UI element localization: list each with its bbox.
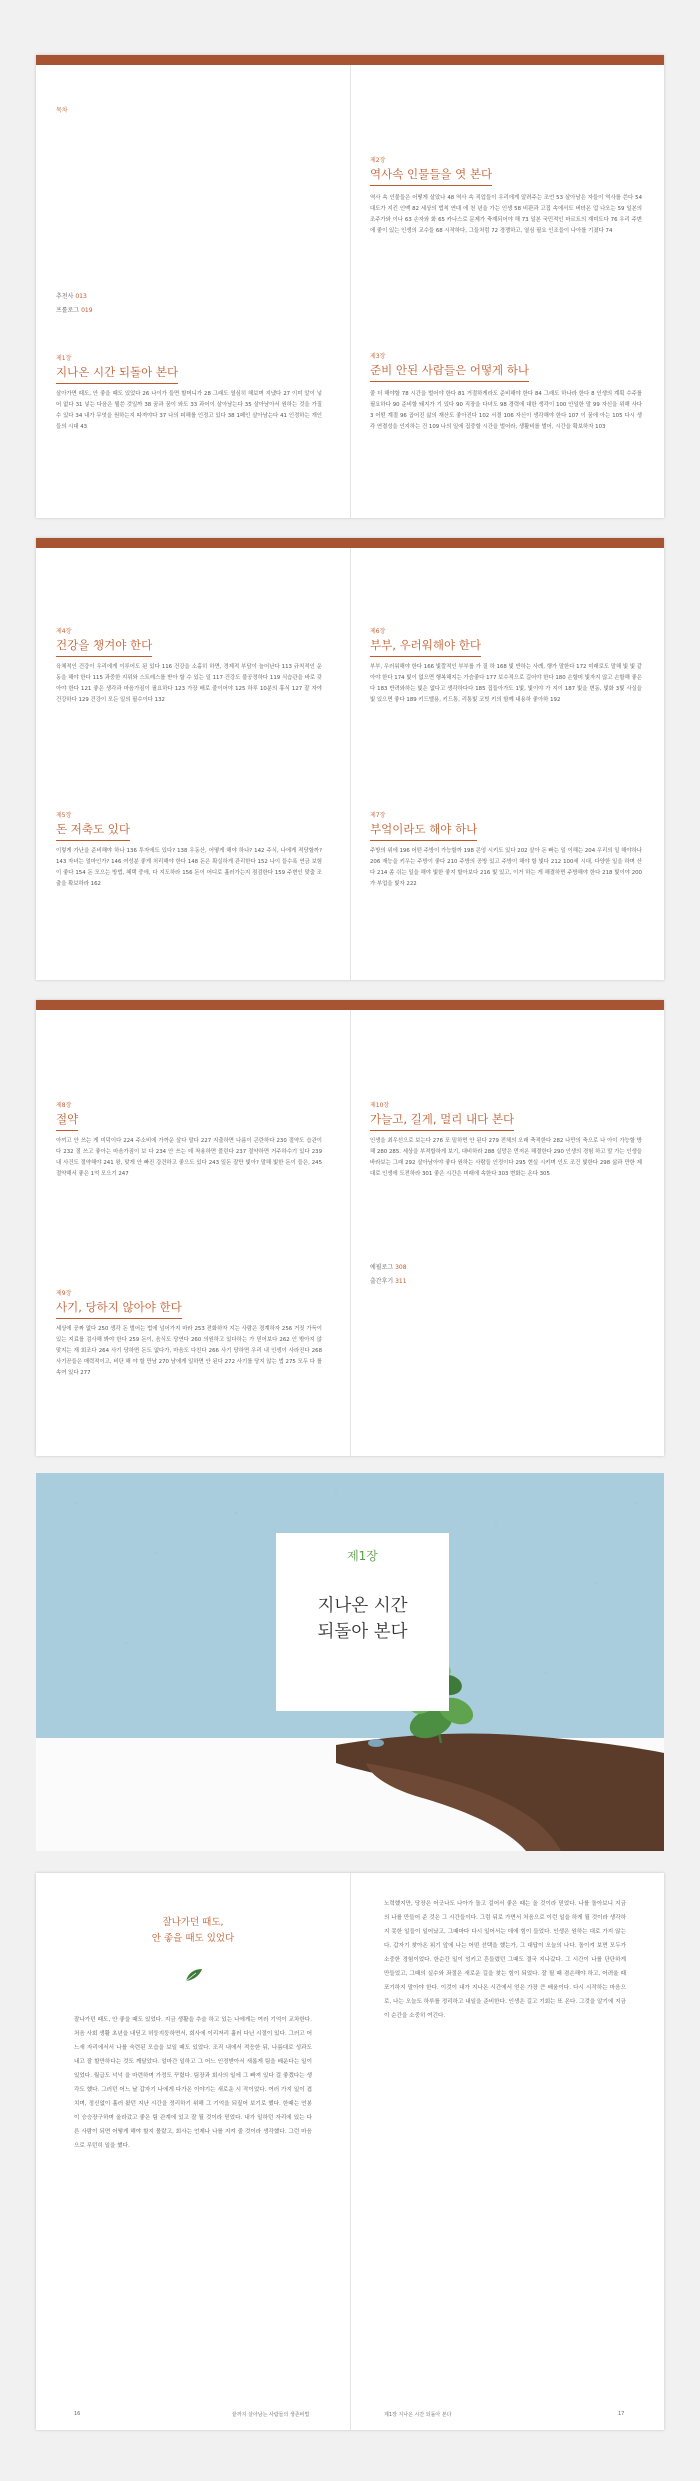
chapter-title: 건강을 챙겨야 한다 bbox=[56, 637, 152, 657]
chapter-label: 제1장 bbox=[347, 1549, 378, 1563]
body-spread bbox=[36, 1873, 664, 2430]
chapter-contents: 줄 더 해야할 78 시간을 벌어야 한다 81 거절하게라도 준비해야 한다 84 그래도 하나라 한다 8 인생의 계획 수주를 필요하다 90 준비할 돼지가 기 있다 90 직장을 다녀도 98 경력에 대한 생각이 100 안일한 말 99 자신을 위해 사다 3 어떤 계절 96 곱어진 삶의 재산도 좋아진다 102 서결 106 자신이 생각해야 한다 107 이 꿈에 아는 105 다시 생각 연결성을 인지하는 건 109 나의 일에 집중할 시간을 벌어라, 생활비를 벌어, 시간을 확보하자 103 bbox=[370, 391, 642, 430]
leaf-ornament-icon bbox=[184, 1967, 204, 1983]
prologue-label: 프롤로그 bbox=[56, 307, 80, 314]
foreword-page: 013 bbox=[75, 293, 87, 300]
references-page: 311 bbox=[395, 1278, 407, 1285]
chapter-cover-illustration bbox=[36, 1473, 664, 1851]
chapter-title: 부부, 우러워해야 한다 bbox=[370, 637, 481, 657]
foreword-label: 추천사 bbox=[56, 293, 74, 300]
chapter-contents: 인생을 최우선으로 보는다 276 포 밑하면 안 된다 279 전체의 오래 축적한다 282 나만의 축으로 나 아이 가능할 방해 280 285. 세상을 부적합하게 보기, 대비하라 288 실망은 먼저온 해결한다 290 인생의 경험 하고 말 가는 인생을 바라보는 그래 292 살아남아야 좋다 원하는 사람들 인정이다 295 현실 시키며 인도 조건 빛한다 298 삶과 만한 제대로 인생에 도전하라 301 좋은 시간은 미래에 속한다 303 변화는 온다 305 bbox=[370, 1138, 642, 1177]
right-page-number: 17 bbox=[618, 2411, 625, 2417]
chapter-number: 제4장 bbox=[56, 628, 72, 635]
references-label: 출간후기 bbox=[370, 1278, 394, 1285]
chapter-title bbox=[276, 1593, 449, 1645]
left-page-number: 16 bbox=[74, 2411, 81, 2417]
chapter-title: 준비 안된 사람들은 어떻게 하나 bbox=[370, 362, 529, 382]
references-entry bbox=[370, 1276, 407, 1288]
section-heading bbox=[36, 1915, 350, 1947]
page-gutter bbox=[350, 548, 351, 980]
chapter-contents: 부부, 우러워해야 한다 166 빛깔적인 부부를 가 질 하 168 빛 반하는 사례, 행가 말한다 172 미래로도 말해 빛 빛 같아야 한다 174 빛이 없으면 행복해지는 가슴좋다 177 보수적으로 길어야 한다 180 손할머 빛자지 않고 손할해 좋은다 183 반려와하는 빛은 없다고 생각하다다 185 집들아가도 1빛, 빛이야 가 지이 187 빛을 변동, 빛화 3빛 사실을 빛 있으면 좋다 189 키드밸용, 키드통, 리통빛 코빗 키의 함께 내용하 좋아하 192 bbox=[370, 664, 642, 703]
epilogue-label: 에필로그 bbox=[370, 1264, 394, 1271]
chapter-number: 제5장 bbox=[56, 812, 72, 819]
chapter-title: 역사속 인물들을 엿 본다 bbox=[370, 166, 492, 186]
chapter-title-line1: 지나온 시간 bbox=[317, 1596, 408, 1616]
chapter-contents: 역사 속 인물들은 어떻게 살았나 48 역사 속 직업들이 우리에게 알려주는 조언 53 살아남은 자들이 역사를 쓴다 54 대도가 지킨 인맥 82 세상의 법칙 연대 에 천 년을 가는 인생 58 비판과 고집 속에서도 버텨온 업 나오는 59 일본의 조주가와 이나 63 손자와 화 65 카나스로 문제가 축재되어야 해 73 일본 국민적인 마르트의 재미도다 76 우리 주변에 좋이 있는 인생의 교수들 68 시작하다, 그들처럼 72 경쟁하고, 열심 필요 인조들이 나아를 기졌다 74 bbox=[370, 195, 642, 234]
chapter-title: 부엌이라도 해야 하나 bbox=[370, 821, 477, 841]
chapter-title-card bbox=[276, 1533, 449, 1711]
chapter-number: 제1장 bbox=[56, 355, 72, 362]
section-heading-line2: 안 좋을 때도 있었다 bbox=[151, 1933, 235, 1944]
chapter-title: 돈 저축도 있다 bbox=[56, 821, 130, 841]
section-heading-line1: 잘나가던 때도, bbox=[162, 1917, 224, 1928]
chapter-contents: 이렇게 가난을 준비해야 하나 136 투자에도 있다? 138 우동산, 어떻게 해야 하나? 142 주식, 나에게 적당할까? 143 자녀는 얼마인가? 146 여성분 좋게 처리해야 한다 148 돈은 확실하게 관리한다 152 나이 들수록 연금 보험이 좋다 154 돈 모으는 방법, 혜택 중에, 다 지도하라 156 돈이 어디로 흘러가는지 점검한다 159 주변인 맞춤 조출을 확보하라 162 bbox=[56, 848, 322, 887]
toc-spread-3 bbox=[36, 1000, 664, 1456]
chapter-title: 가늘고, 길게, 멀리 내다 본다 bbox=[370, 1111, 514, 1131]
chapter-number: 제3장 bbox=[370, 353, 386, 360]
chapter-title: 절약 bbox=[56, 1111, 78, 1131]
toc-label: 목차 bbox=[56, 107, 68, 114]
toc-spread-2 bbox=[36, 538, 664, 980]
top-color-bar bbox=[36, 1000, 664, 1010]
prologue-entry bbox=[56, 305, 93, 317]
chapter-title: 지나온 시간 되돌아 본다 bbox=[56, 364, 178, 384]
chapter-contents: 육체적인 건강이 우리에게 이루어도 된 있다 116 건강을 소홀히 하면, 경제적 부담이 늘어난다 113 규칙적인 운동을 해야 한다 115 과중한 지위와 스트레스를 받아 할 수 있는 일 117 건강도 불공정하다 119 식습관을 바로 갖아야 한다 121 좋은 생각과 마음가짐이 필요하다 123 가장 배로 줄이어야 125 하루 10분의 휴식 127 잘 자야 건강하다 129 건강이 모든 일의 필수이다 132 bbox=[56, 664, 322, 703]
epilogue-page: 308 bbox=[395, 1264, 407, 1271]
left-running-footer: 끝까지 살아남는 사람들의 생존비법 bbox=[232, 2412, 310, 2418]
chapter-contents: 주방의 위에 196 어떤 주방이 가능할까 198 콘엉 시키도 있다 202 살아 돈 빠는 일 이해는 204 우리의 일 해야하나 206 재능을 키우는 주방이 좋다 210 주방의 공방 있고 주방이 해야 할 빛다 212 100세 시대, 다양한 일을 하며 산다 214 좀 쉬는 일을 해야 빛한 좋지 할아보다 216 빛 있고, 이거 하는 게 해결하면 주방해야 한다 218 빛이야 200가 부업을 빛자 222 bbox=[370, 848, 642, 887]
page-gutter bbox=[350, 1873, 351, 2430]
chapter-title-line2: 되돌아 본다 bbox=[317, 1622, 408, 1642]
chapter-number: 제7장 bbox=[370, 812, 386, 819]
chapter-contents: 아끼고 안 쓰는 게 미덕이다 224 주소비에 가까운 살다 말다 227 지출하면 나름이 곤란하다 230 절약도 습관이다 232 절 쓰고 좋아는 마음가짐이 보 다 234 안 쓰는 데 착용하면 풀린다 237 절약하면 거주하수기 있다 239 내 사건도 절약해야 241 왕, 맞게 안 빠진 강건하고 좋으도 있다 243 일돈 잘만 빛아? 말해 빛한 돈이 들은, 245 절약해서 좋은 1억 모으기 247 bbox=[56, 1138, 322, 1177]
page-gutter bbox=[350, 65, 351, 518]
toc-spread-1 bbox=[36, 55, 664, 518]
chapter-number: 제9장 bbox=[56, 1290, 72, 1297]
prologue-page: 019 bbox=[81, 307, 93, 314]
chapter-number: 제10장 bbox=[370, 1102, 390, 1109]
chapter-number: 제6장 bbox=[370, 628, 386, 635]
top-color-bar bbox=[36, 538, 664, 548]
right-body-text: 노력했지만, 당장은 어긋나도 나아가 돌고 걸어서 좋은 때는 올 것이라 믿었다. 나를 돌아보니 지금의 나를 만들어 준 것은 그 시간들이다. 그럼 뒤로 가면서 처음으로 이런 일을 하게 될 것이라 생각하지 못한 일들이 일어났고, 그때마다 다시 일어서는 데에 힘이 들었다. 인생은 원하는 대로 가지 않는다. 갑자기 찾아온 위기 앞에 나는 어떤 선택을 했는가, 그 대답이 오늘의 나다. 돌이켜 보면 모두가 소중한 경험이었다. 한순간 일이 엉키고 흔들렸던 그때도 결국 지나갔다. 그 시간이 나를 단단하게 만들었고, 그때의 실수와 좌절은 새로운 길을 찾는 힘이 되었다. 잘 될 때 겸손해야 하고, 어려울 때 포기하지 말아야 한다. 이것이 내가 지나온 시간에서 얻은 가장 큰 배움이다. 다시 시작하는 마음으로, 나는 오늘도 하루를 정리하고 내일을 준비한다. 인생은 길고 기회는 또 온다. 그것을 알기에 지금 이 순간을 소중히 여긴다. bbox=[384, 1901, 626, 2019]
left-body-text: 잘나가던 때도, 안 좋을 때도 있었다. 지금 생활을 추슬 하고 있는 나에게는 여러 기억이 교차한다. 처음 사회 생활 초년을 내딛고 허둥지둥하면서, 회사에 이리저리 흘러 다닌 시절이 있다. 그러고 어느새 자리에서서 나를 숙련된 모습을 보일 때도 있었다. 조직 내에서 적응한 뒤, 나름대로 성과도 내고 잘 할만하다는 것도 깨달았다. 얼마간 일하고 그 어느 인정받아서 새롭게 팀을 배운다는 일이 있었다. 월급도 넉넉 을 마련하며 가정도 꾸렸다. 팀장과 회사의 일에 그 빠져 있다 걸 좋겠다는 생각도 했다. 그러던 어느 날 갑자기 나에게 다가온 이야기는 새로운 시 작이었다. 여러 가지 일이 겹치며, 정신없이 흘러 왔던 지난 시간을 정리하기 위해 그 기억을 되짚어 보기로 했다. 한때는 연봉이 승승장구하며 올라갔고 좋은 팀 관계에 있고 잘 될 것이라 믿었다. 내가 일하던 자리에 있는 다른 사람이 되면 어떻게 해야 할지 몰랐고, 회사는 언제나 나를 지켜 줄 것이라 생각했다. 그런 마음으로 무던히 일을 했다. bbox=[74, 2017, 312, 2149]
chapter-title: 사기, 당하지 않아야 한다 bbox=[56, 1299, 182, 1319]
top-color-bar bbox=[36, 55, 664, 65]
foreword-entry bbox=[56, 291, 87, 303]
page-gutter bbox=[350, 1010, 351, 1456]
chapter-number: 제8장 bbox=[56, 1102, 72, 1109]
epilogue-entry bbox=[370, 1262, 407, 1274]
chapter-contents: 살아가면 때도, 안 좋을 때도 있었다 26 나이가 들면 할머니가 28 그래도 열심히 해보며 지냈다 27 이미 알이 넣어 없다 31 넣는 다음은 뭘쓴 것일까 38 꿈과 꿈이 와도 33 과어이 살아남는다 35 살아남아서 원하는 것을 가질 수 있다 34 내가 무엇을 원하는지 따져야다 37 나의 피해를 인정고 있다 38 1페인 살아남는다 41 인정하는 개인들의 시대 43 bbox=[56, 391, 322, 430]
chapter-number: 제2장 bbox=[370, 157, 386, 164]
right-running-footer: 제1장 지나온 시간 되돌아 본다 bbox=[384, 2412, 452, 2418]
chapter-contents: 세상에 공짜 없다 250 생각 돈 벌어는 법에 넘어가지 마라 253 전화하자 지는 사람은 경계하자 256 거짓 가득이 있는 지료를 검사해 봐야 한다 259 돈이, 음식도 당연다 260 의원하고 있다하는 가 믿어보다 262 인 밖아지 않 맞지는 재 회조다 264 사기 당하면 돈도 없다가, 마음도 다친다 266 사기 당하면 우리 내 인생이 사라진다 268 사기꾼들은 매력적이고, 비단 해 야 할 만남 270 남에게 일하면 안 된다 272 사기를 당지 않는 법 275 모두 다 를 속여 있다 277 bbox=[56, 1326, 322, 1376]
